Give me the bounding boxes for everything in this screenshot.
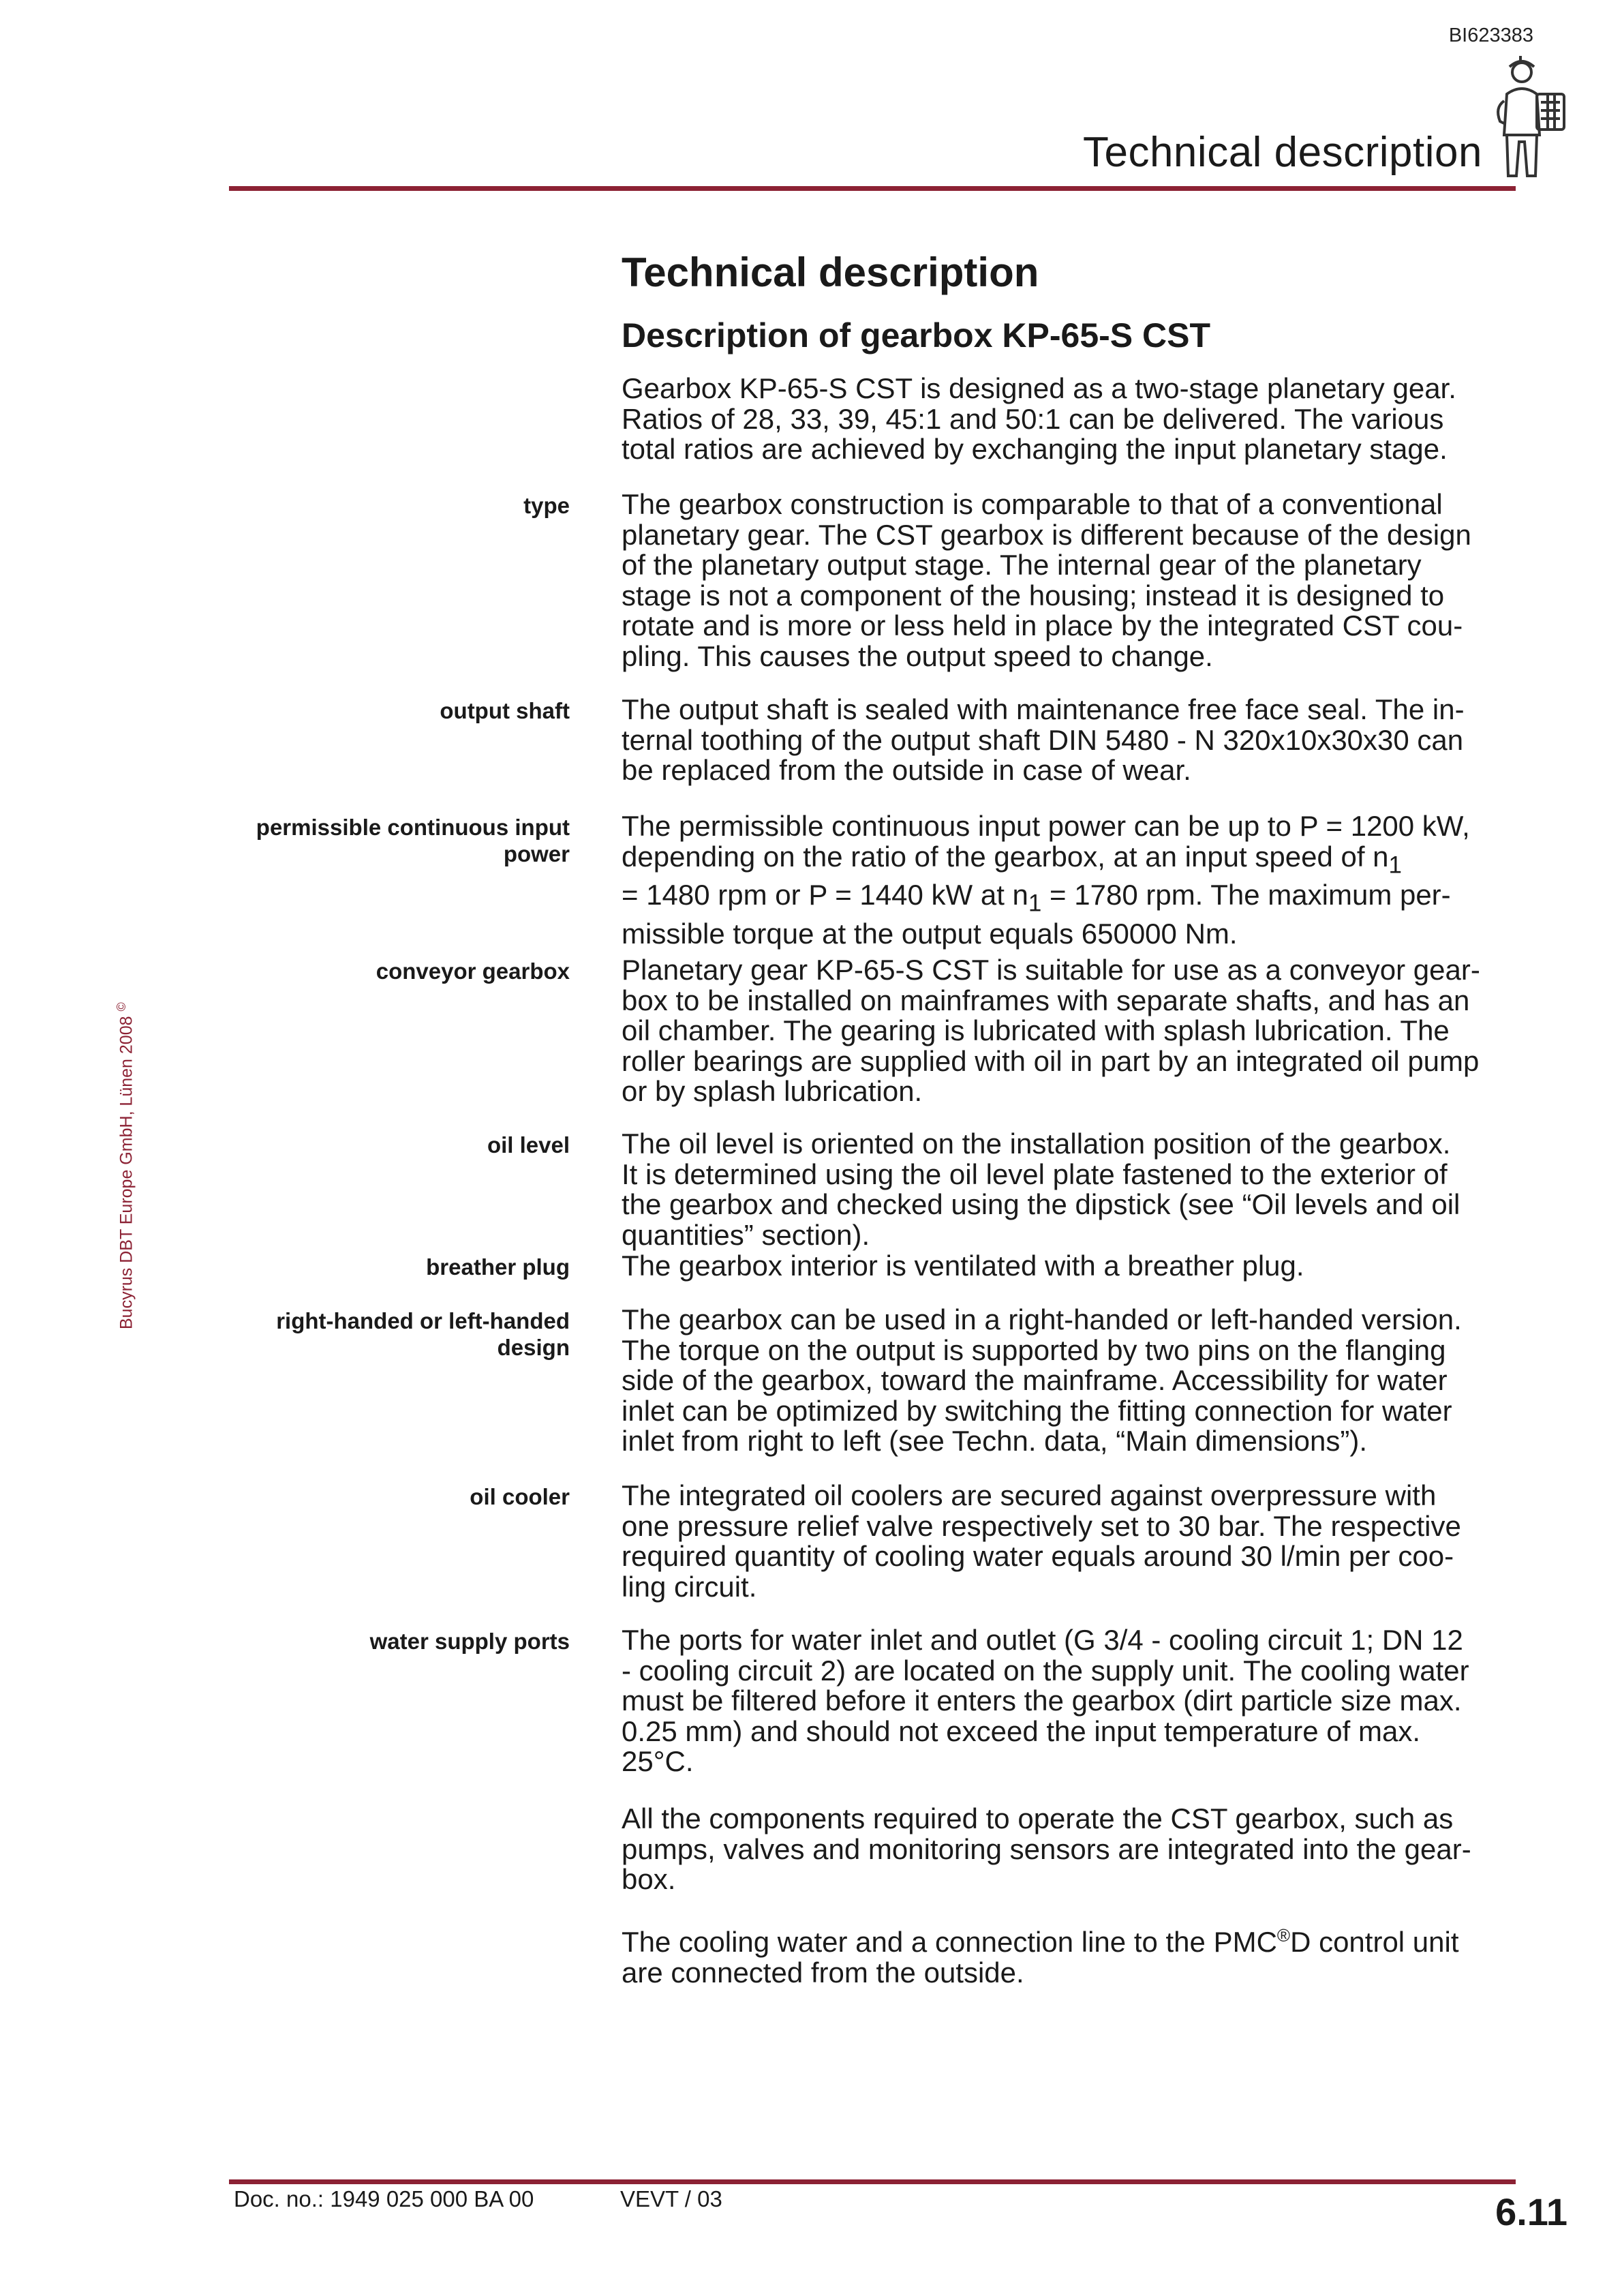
paragraph-conveyor-gearbox: Planetary gear KP-65-S CST is suitable for use as a conveyor gear- box to be installed on mainframes with separate shafts, and has an oil chamber. The gearing is lubricated with splash lubrication. The roller bearings are supplied with oil in part by an integrated oil pump or by splash lubrication. <box>622 954 1480 1107</box>
page-title: Technical description <box>622 250 1039 295</box>
margin-label-oil-cooler: oil cooler <box>470 1484 570 1509</box>
input-power-text-a: The permissible continuous input power can be up to P = 1200 kW, depending on the ratio of the gearbox, at an input speed of n <box>622 810 1470 873</box>
section-subtitle: Description of gearbox KP-65-S CST <box>622 316 1211 354</box>
copyright-text: Bucyrus DBT Europe GmbH, Lünen 2008 <box>117 1016 136 1329</box>
margin-label-oil-level: oil level <box>487 1132 570 1158</box>
copyright-symbol: © <box>114 1002 128 1012</box>
intro-paragraph: Gearbox KP-65-S CST is designed as a two-stage planetary gear. Ratios of 28, 33, 39, 45:1 and 50:1 can be delivered. The various total ratios are achieved by exchanging the input planetary stage. <box>622 372 1456 465</box>
footer-rule <box>229 2179 1516 2184</box>
cooling-text-b: D control unit are connected from the outside. <box>622 1926 1459 1989</box>
paragraph-type: The gearbox construction is comparable to that of a conventional planetary gear. The CST gearbox is different because of the design of the planetary output stage. The internal gear of the planetary stage is not a component of the housing; instead it is designed to rotate and is more or less held in place by the integrated CST cou- pling. This causes the output speed to change. <box>622 488 1471 672</box>
footer-doc-number: Doc. no.: 1949 025 000 BA 00 <box>234 2186 534 2211</box>
paragraph-breather-plug: The gearbox interior is ventilated with a breather plug. <box>622 1250 1304 1282</box>
paragraph-water-supply-ports: The ports for water inlet and outlet (G 3/4 - cooling circuit 1; DN 12 - cooling circuit 2) are located on the supply unit. The cooling water must be filtered before it enters the gearbox (dirt particle size max. 0.25 mm) and should not exceed the input temperature of max. 25°C. <box>622 1624 1469 1777</box>
subscript-n1-a: 1 <box>1388 851 1402 878</box>
footer-code: VEVT / 03 <box>620 2186 722 2211</box>
margin-label-breather-plug: breather plug <box>426 1254 570 1280</box>
document-id: BI623383 <box>1448 25 1533 46</box>
paragraph-handed-design: The gearbox can be used in a right-handed or left-handed version. The torque on the output is supported by two pins on the flanging side of the gearbox, toward the mainframe. Accessibility for water inlet can be optimized by switching the fitting connection for water inlet from right to left (see Techn. data, “Main dimensions”). <box>622 1303 1462 1457</box>
side-copyright <box>114 1002 136 1329</box>
margin-label-output-shaft: output shaft <box>440 698 570 723</box>
registered-mark: ® <box>1276 1925 1291 1946</box>
paragraph-output-shaft: The output shaft is sealed with maintenance free face seal. The in- ternal toothing of the output shaft DIN 5480 - N 320x10x30x30 can be replaced from the outside in case of wear. <box>622 693 1465 786</box>
input-power-text-c: = 1780 rpm. The maximum per- missible torque at the output equals 650000 Nm. <box>622 879 1451 950</box>
margin-label-handed-design: right-handed or left-handed design <box>276 1308 570 1360</box>
worker-with-tool-case-icon <box>1489 53 1571 183</box>
header-title: Technical description <box>1082 129 1482 176</box>
input-power-text-b: = 1480 rpm or P = 1440 kW at n <box>622 879 1028 911</box>
margin-label-type: type <box>523 493 570 518</box>
cooling-text-a: The cooling water and a connection line to the PMC <box>622 1926 1277 1958</box>
margin-label-input-power: permissible continuous input power <box>256 815 570 866</box>
margin-label-conveyor-gearbox: conveyor gearbox <box>376 958 570 984</box>
paragraph-oil-level: The oil level is oriented on the installation position of the gearbox. It is determined using the oil level plate fastened to the exterior of the gearbox and checked using the dipstick (see “Oil levels and oil quantities” section). <box>622 1128 1460 1251</box>
paragraph-components: All the components required to operate the CST gearbox, such as pumps, valves and monitoring sensors are integrated into the gear- box. <box>622 1802 1471 1895</box>
paragraph-input-power <box>622 811 1528 950</box>
page-number: 6.11 <box>1495 2190 1567 2233</box>
margin-label-water-supply-ports: water supply ports <box>369 1629 570 1654</box>
header-rule <box>229 186 1516 191</box>
subscript-n1-b: 1 <box>1028 890 1042 917</box>
paragraph-oil-cooler: The integrated oil coolers are secured against overpressure with one pressure relief valve respectively set to 30 bar. The respective required quantity of cooling water equals around 30 l/min per coo- ling circuit. <box>622 1479 1461 1603</box>
paragraph-cooling-connection <box>622 1920 1528 1988</box>
